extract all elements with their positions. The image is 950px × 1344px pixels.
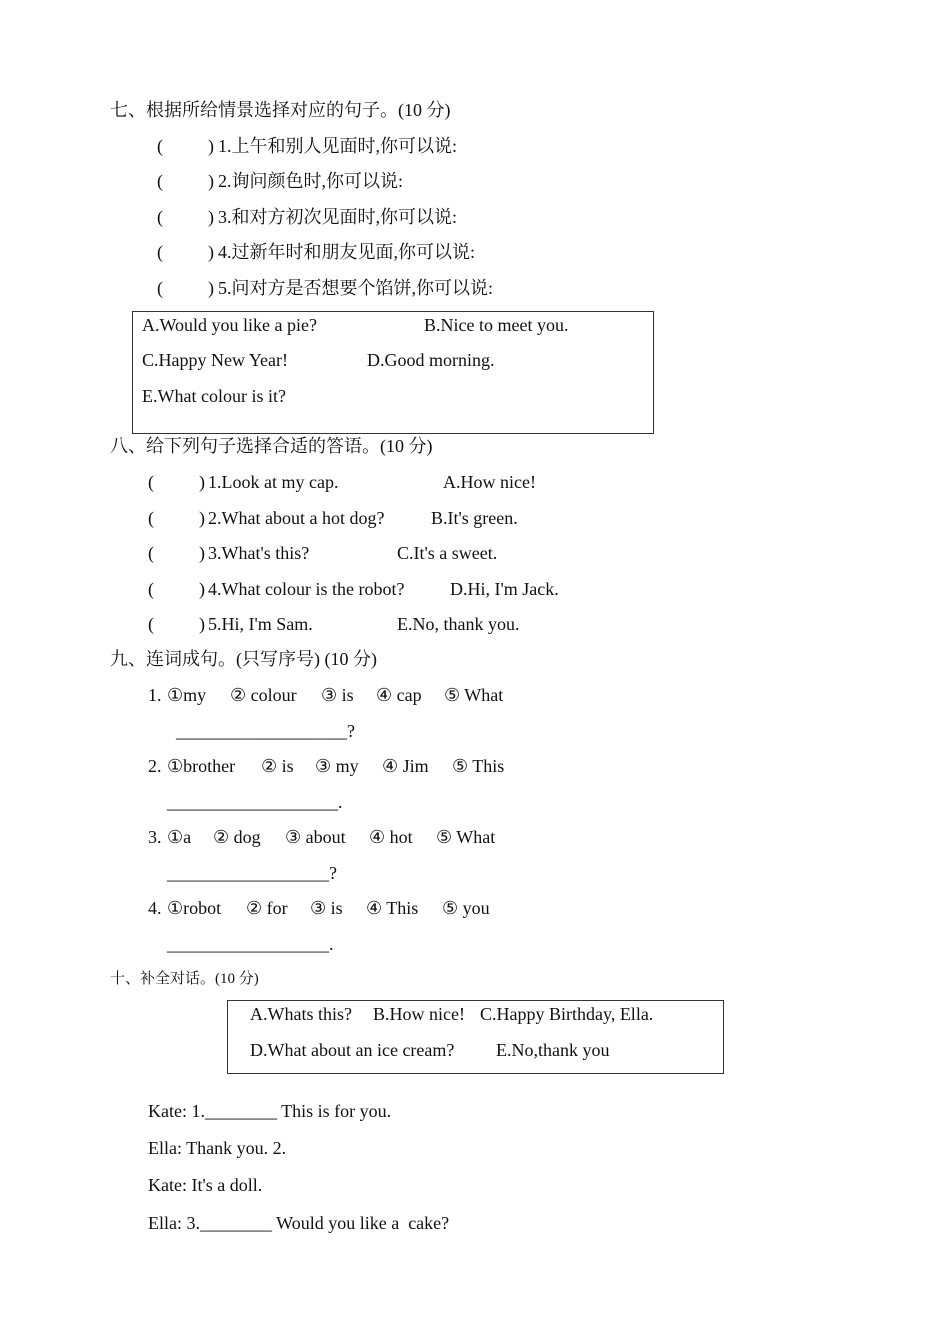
s7-item2-blank[interactable]: ( ) xyxy=(157,171,214,191)
s9-item3-number: 3. xyxy=(148,827,162,847)
s9-item2-word3: ③ my xyxy=(315,756,359,776)
s7-item3-text: 3.和对方初次见面时,你可以说: xyxy=(218,207,457,227)
s9-item1-number: 1. xyxy=(148,685,162,705)
dialog-line-2: Ella: Thank you. 2. xyxy=(148,1138,287,1158)
s9-item3-word5: ⑤ What xyxy=(436,827,496,847)
s8-item4-question: 4.What colour is the robot? xyxy=(208,579,405,599)
s7-option-a: A.Would you like a pie? xyxy=(142,315,318,335)
s7-item4-blank[interactable]: ( ) xyxy=(157,242,214,262)
s10-option-a: A.Whats this? xyxy=(250,1004,352,1024)
s9-item4-word1: ①robot xyxy=(167,898,222,918)
s8-item2-blank[interactable]: ( ) xyxy=(148,508,205,528)
s8-item3-question: 3.What's this? xyxy=(208,543,310,563)
s7-item3-blank[interactable]: ( ) xyxy=(157,207,214,227)
s9-item2-word2: ② is xyxy=(261,756,294,776)
s9-item4-word4: ④ This xyxy=(366,898,419,918)
s9-item2-word4: ④ Jim xyxy=(382,756,429,776)
s9-item1-word4: ④ cap xyxy=(376,685,422,705)
s10-option-c: C.Happy Birthday, Ella. xyxy=(480,1004,654,1024)
s9-item2-number: 2. xyxy=(148,756,162,776)
s7-option-d: D.Good morning. xyxy=(367,350,495,370)
s9-item2-answer-line[interactable]: ___________________. xyxy=(167,792,343,812)
s9-item2-word1: ①brother xyxy=(167,756,236,776)
dialog-line-3: Kate: It's a doll. xyxy=(148,1175,263,1195)
s8-option-a: A.How nice! xyxy=(443,472,536,492)
s9-item4-word3: ③ is xyxy=(310,898,343,918)
s7-item5-blank[interactable]: ( ) xyxy=(157,278,214,298)
s7-item1-text: 1.上午和别人见面时,你可以说: xyxy=(218,136,457,156)
s10-option-e: E.No,thank you xyxy=(496,1040,610,1060)
s8-item5-blank[interactable]: ( ) xyxy=(148,614,205,634)
s8-item4-blank[interactable]: ( ) xyxy=(148,579,205,599)
s9-item3-word1: ①a xyxy=(167,827,192,847)
s9-item3-word3: ③ about xyxy=(285,827,346,847)
s8-option-b: B.It's green. xyxy=(431,508,518,528)
section7-title: 七、根据所给情景选择对应的句子。(10 分) xyxy=(110,100,451,120)
s7-option-e: E.What colour is it? xyxy=(142,386,286,406)
s9-item2-word5: ⑤ This xyxy=(452,756,505,776)
s9-item4-word5: ⑤ you xyxy=(442,898,490,918)
s8-item5-question: 5.Hi, I'm Sam. xyxy=(208,614,313,634)
dialog-line-1: Kate: 1.________ This is for you. xyxy=(148,1101,392,1121)
section9-title: 九、连词成句。(只写序号) (10 分) xyxy=(110,649,377,669)
s8-option-d: D.Hi, I'm Jack. xyxy=(450,579,559,599)
s9-item1-answer-line[interactable]: ___________________? xyxy=(176,721,355,741)
s10-option-d: D.What about an ice cream? xyxy=(250,1040,455,1060)
s7-item1-blank[interactable]: ( ) xyxy=(157,136,214,156)
section8-title: 八、给下列句子选择合适的答语。(10 分) xyxy=(110,436,433,456)
s9-item1-word2: ② colour xyxy=(230,685,297,705)
s9-item3-answer-line[interactable]: __________________? xyxy=(167,863,337,883)
dialog-line-4: Ella: 3.________ Would you like a cake? xyxy=(148,1213,450,1233)
s7-item5-text: 5.问对方是否想要个馅饼,你可以说: xyxy=(218,278,493,298)
s7-option-b: B.Nice to meet you. xyxy=(424,315,569,335)
s9-item4-answer-line[interactable]: __________________. xyxy=(167,934,334,954)
s8-item1-question: 1.Look at my cap. xyxy=(208,472,339,492)
s10-option-b: B.How nice! xyxy=(373,1004,465,1024)
s7-item2-text: 2.询问颜色时,你可以说: xyxy=(218,171,404,191)
s9-item3-word4: ④ hot xyxy=(369,827,413,847)
s8-item3-blank[interactable]: ( ) xyxy=(148,543,205,563)
section10-title: 十、补全对话。(10 分) xyxy=(110,971,259,987)
s9-item4-number: 4. xyxy=(148,898,162,918)
s8-item2-question: 2.What about a hot dog? xyxy=(208,508,385,528)
s7-item4-text: 4.过新年时和朋友见面,你可以说: xyxy=(218,242,475,262)
s8-option-c: C.It's a sweet. xyxy=(397,543,498,563)
s9-item4-word2: ② for xyxy=(246,898,288,918)
s9-item1-word3: ③ is xyxy=(321,685,354,705)
s9-item3-word2: ② dog xyxy=(213,827,261,847)
s9-item1-word5: ⑤ What xyxy=(444,685,504,705)
s8-item1-blank[interactable]: ( ) xyxy=(148,472,205,492)
s7-option-c: C.Happy New Year! xyxy=(142,350,288,370)
s8-option-e: E.No, thank you. xyxy=(397,614,520,634)
s9-item1-word1: ①my xyxy=(167,685,207,705)
